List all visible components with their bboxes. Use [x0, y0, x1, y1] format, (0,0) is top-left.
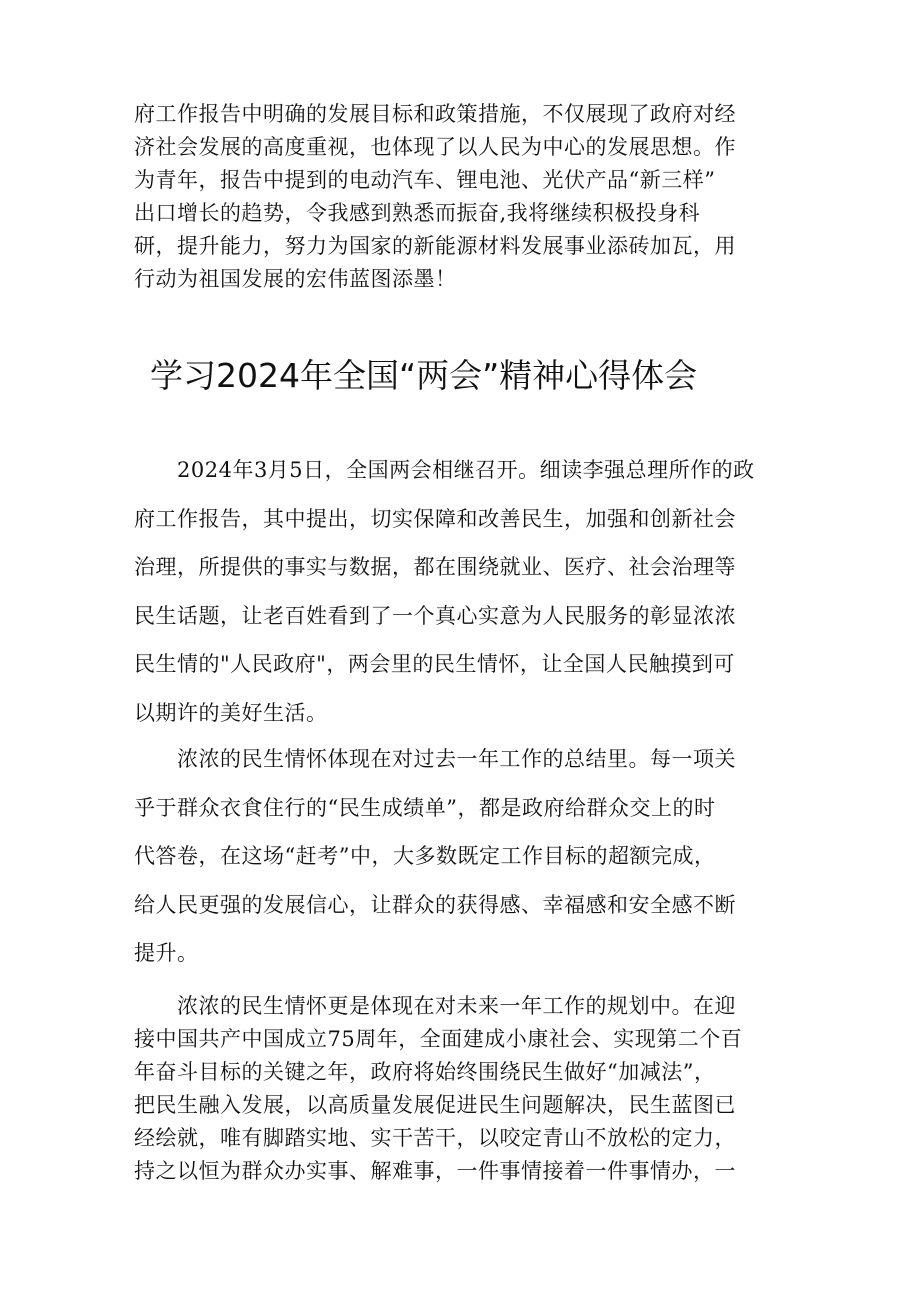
- text-line: 浓浓的民生情怀更是体现在对未来一年工作的规划中。在迎: [134, 994, 736, 1018]
- text-line: 民生情的"人民政府"，两会里的民生情怀，让全国人民触摸到可: [134, 652, 735, 676]
- text-line: 治理，所提供的事实与数据，都在围绕就业、医疗、社会治理等: [134, 555, 736, 579]
- text-line: 经绘就，唯有脚踏实地、实干苦干，以咬定青山不放松的定力，: [134, 1126, 736, 1150]
- text-line: 给人民更强的发展信心，让群众的获得感、幸福感和安全感不断: [134, 892, 736, 917]
- text-line: 接中国共产中国成立75周年，全面建成小康社会、实现第二个百: [134, 1027, 743, 1051]
- text-line: 2024年3月5日，全国两会相继召开。细读李强总理所作的政: [134, 458, 755, 482]
- text-line: 行动为祖国发展的宏伟蓝图添墨！: [134, 267, 457, 291]
- text-line: 济社会发展的高度重视，也体现了以人民为中心的发展思想。作: [134, 135, 736, 159]
- text-line: 以期许的美好生活。: [134, 700, 328, 725]
- text-line: 把民生融入发展，以高质量发展促进民生问题解决，民生蓝图已: [134, 1093, 736, 1117]
- text-line: 为青年，报告中提到的电动汽车、锂电池、光伏产品“新三样”: [134, 168, 716, 192]
- body-paragraph-1: [134, 446, 794, 737]
- text-line: 乎于群众衣食住行的“民生成绩单”，都是政府给群众交上的时: [134, 795, 716, 820]
- text-line: 研，提升能力，努力为国家的新能源材料发展事业添砖加瓦，用: [134, 234, 736, 258]
- text-line: 浓浓的民生情怀体现在对过去一年工作的总结里。每一项关: [134, 747, 736, 771]
- intro-paragraph: [134, 98, 794, 296]
- body-paragraph-3: [134, 990, 794, 1188]
- text-line: 年奋斗目标的关键之年，政府将始终围绕民生做好“加减法”，: [134, 1060, 716, 1084]
- body-paragraph-2: [134, 735, 794, 978]
- text-line: 府工作报告，其中提出，切实保障和改善民生，加强和创新社会: [134, 506, 736, 531]
- text-line: 民生话题，让老百姓看到了一个真心实意为人民服务的彰显浓浓: [134, 603, 736, 628]
- text-line: 持之以恒为群众办实事、解难事，一件事情接着一件事情办，一: [134, 1159, 736, 1183]
- text-line: 代答卷，在这场“赶考”中，大多数既定工作目标的超额完成，: [134, 844, 716, 868]
- page-title: 学习2024年全国“两会”精神心得体会: [150, 356, 698, 395]
- text-line: 出口增长的趋势，令我感到熟悉而振奋,我将继续积极投身科: [134, 201, 701, 225]
- text-line: 提升。: [134, 941, 199, 965]
- text-line: 府工作报告中明确的发展目标和政策措施，不仅展现了政府对经: [134, 102, 736, 126]
